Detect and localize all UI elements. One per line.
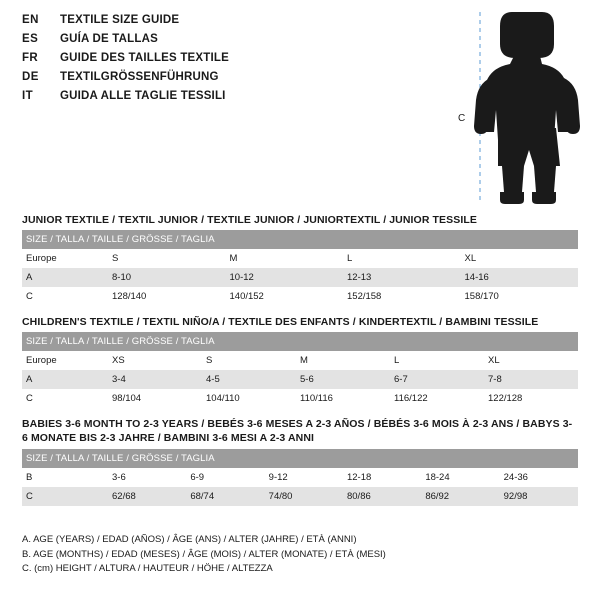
language-code: FR	[22, 52, 39, 64]
junior-size-table	[22, 230, 578, 306]
cell: 128/140	[108, 287, 226, 306]
cell: 3-6	[108, 468, 186, 487]
cell: 5-6	[296, 370, 390, 389]
section-title: BABIES 3-6 MONTH TO 2-3 YEARS / BEBÉS 3-6 MESES A 2-3 AÑOS / BÉBÉS 3-6 MOIS À 2-3 ANS / BABYS 3-6 MONATE BIS 2-3 JAHRE / BAMBINI 3-6 MESI A 2-3 ANNI	[22, 418, 573, 444]
table-header-label: SIZE / TALLA / TAILLE / GRÖSSE / TAGLIA	[22, 449, 578, 468]
cell: L	[343, 249, 461, 268]
header-row	[22, 71, 442, 90]
cell: M	[296, 351, 390, 370]
language-code: IT	[22, 90, 34, 102]
cell: 116/122	[390, 389, 484, 408]
row-label: C	[22, 487, 108, 506]
cell: S	[202, 351, 296, 370]
cell: 158/170	[461, 287, 579, 306]
guide-title: GUIDA ALLE TAGLIE TESSILI	[60, 90, 226, 102]
table-row	[22, 249, 578, 268]
table-row	[22, 487, 578, 506]
table-row	[22, 370, 578, 389]
row-label: C	[22, 389, 108, 408]
babies-size-table	[22, 449, 578, 506]
cell: 18-24	[421, 468, 499, 487]
guide-title: TEXTILE SIZE GUIDE	[60, 14, 180, 26]
cell: 110/116	[296, 389, 390, 408]
header-row	[22, 52, 442, 71]
cell: 86/92	[421, 487, 499, 506]
cell: XL	[484, 351, 578, 370]
cell: 68/74	[186, 487, 264, 506]
language-code: ES	[22, 33, 39, 45]
section-babies-textile	[22, 416, 578, 506]
measurement-diagram	[440, 8, 598, 208]
table-row	[22, 389, 578, 408]
cell: 152/158	[343, 287, 461, 306]
table-row	[22, 468, 578, 487]
cell: 9-12	[265, 468, 343, 487]
cell: L	[390, 351, 484, 370]
cell: 4-5	[202, 370, 296, 389]
cell: 92/98	[500, 487, 578, 506]
row-label: A	[22, 268, 108, 287]
table-row	[22, 287, 578, 306]
table-header-row	[22, 230, 578, 249]
language-title-block	[22, 14, 442, 109]
cell: 24-36	[500, 468, 578, 487]
section-title: JUNIOR TEXTILE / TEXTIL JUNIOR / TEXTILE JUNIOR / JUNIORTEXTIL / JUNIOR TESSILE	[22, 214, 477, 226]
table-header-label: SIZE / TALLA / TAILLE / GRÖSSE / TAGLIA	[22, 332, 578, 351]
row-label: Europe	[22, 249, 108, 268]
size-tables	[22, 212, 578, 514]
row-label: Europe	[22, 351, 108, 370]
cell: 62/68	[108, 487, 186, 506]
cell: 12-18	[343, 468, 421, 487]
cell: 6-9	[186, 468, 264, 487]
guide-title: GUIDE DES TAILLES TEXTILE	[60, 52, 229, 64]
row-label: C	[22, 287, 108, 306]
measure-label-c: C	[458, 113, 466, 124]
table-row	[22, 351, 578, 370]
language-code: EN	[22, 14, 39, 26]
cell: 6-7	[390, 370, 484, 389]
cell: XS	[108, 351, 202, 370]
table-header-row	[22, 332, 578, 351]
header-row	[22, 33, 442, 52]
row-label: B	[22, 468, 108, 487]
cell: 8-10	[108, 268, 226, 287]
cell: 74/80	[265, 487, 343, 506]
language-code: DE	[22, 71, 39, 83]
cell: XL	[461, 249, 579, 268]
header-row	[22, 90, 442, 109]
header-row	[22, 14, 442, 33]
cell: 10-12	[226, 268, 344, 287]
section-title: CHILDREN'S TEXTILE / TEXTIL NIÑO/A / TEXTILE DES ENFANTS / KINDERTEXTIL / BAMBINI TESSILE	[22, 316, 539, 328]
table-header-label: SIZE / TALLA / TAILLE / GRÖSSE / TAGLIA	[22, 230, 578, 249]
cell: 3-4	[108, 370, 202, 389]
section-childrens-textile	[22, 314, 578, 408]
table-row	[22, 268, 578, 287]
childrens-size-table	[22, 332, 578, 408]
guide-title: TEXTILGRÖSSENFÜHRUNG	[60, 71, 219, 83]
cell: S	[108, 249, 226, 268]
cell: 12-13	[343, 268, 461, 287]
cell: 14-16	[461, 268, 579, 287]
cell: M	[226, 249, 344, 268]
guide-title: GUÍA DE TALLAS	[60, 33, 158, 45]
cell: 104/110	[202, 389, 296, 408]
footnote-b: B. AGE (MONTHS) / EDAD (MESES) / ÂGE (MOIS) / ALTER (MONATE) / ETÀ (MESI)	[22, 548, 386, 560]
cell: 7-8	[484, 370, 578, 389]
table-header-row	[22, 449, 578, 468]
cell: 122/128	[484, 389, 578, 408]
cell: 140/152	[226, 287, 344, 306]
legend-footnotes	[22, 533, 582, 577]
row-label: A	[22, 370, 108, 389]
cell: 98/104	[108, 389, 202, 408]
section-junior-textile	[22, 212, 578, 306]
footnote-c: C. (cm) HEIGHT / ALTURA / HAUTEUR / HÖHE / ALTEZZA	[22, 563, 273, 574]
cell: 80/86	[343, 487, 421, 506]
footnote-a: A. AGE (YEARS) / EDAD (AÑOS) / ÂGE (ANS) / ALTER (JAHRE) / ETÀ (ANNI)	[22, 534, 357, 545]
